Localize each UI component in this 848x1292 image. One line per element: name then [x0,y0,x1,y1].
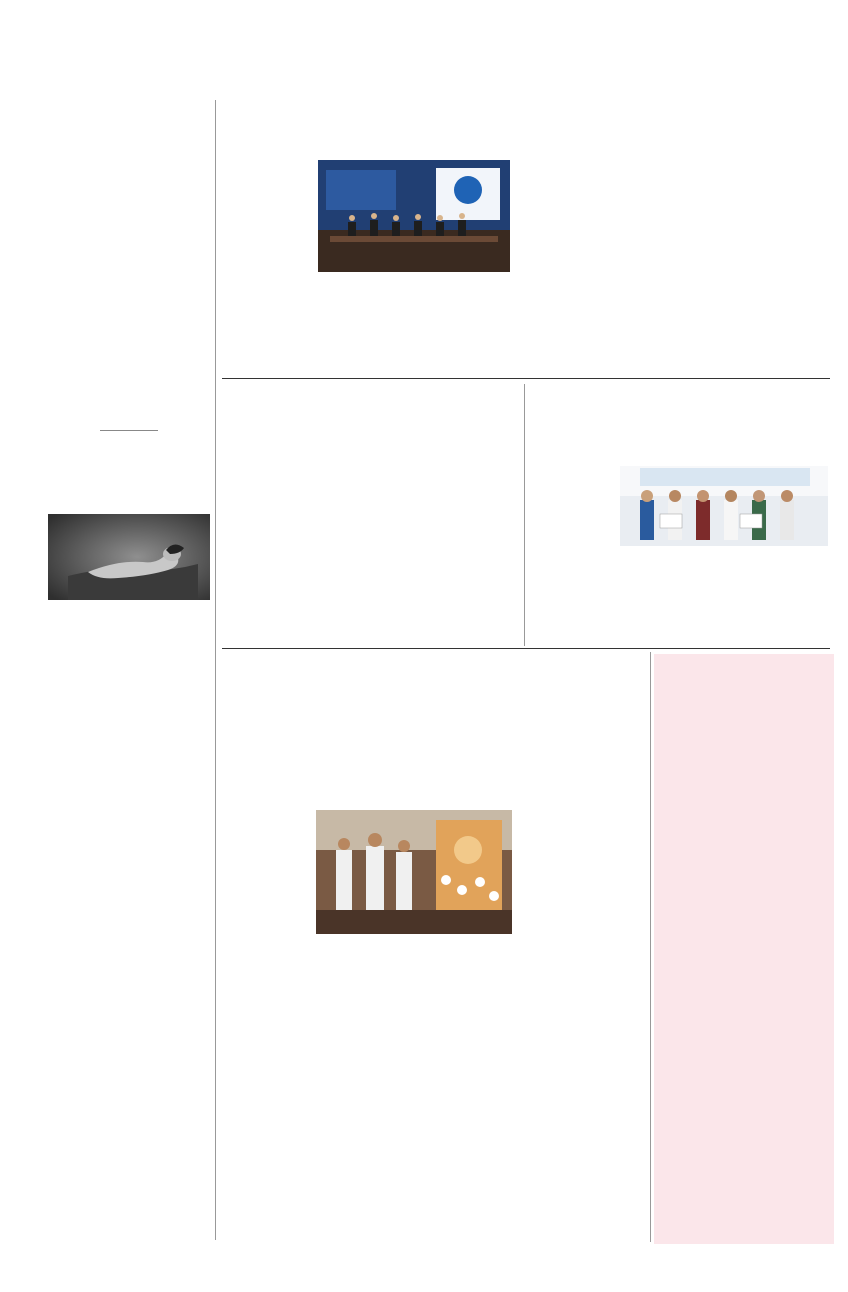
uae-box [654,654,834,1244]
mid-rule [222,648,830,649]
kota-photo [48,514,210,600]
suv-divider [100,430,158,431]
gadkari-body-2 [514,160,830,388]
summit-stage-icon [318,160,510,272]
kota-body [48,606,210,1240]
gadkari-bottom-rule [222,378,830,379]
reclining-person-icon [48,514,210,600]
jan-photo [620,466,828,546]
msme-jan-divider [524,384,525,646]
mandaviya-uae-divider [650,652,651,1242]
mandaviya-body-2 [316,936,646,1242]
mandaviya-photo [316,810,512,934]
ceremony-photo-icon [316,810,512,934]
group-photo-icon [620,466,828,546]
msme-body [222,450,520,646]
left-column-divider [215,100,216,1240]
uae-body [662,774,826,1238]
gadkari-body-1-cont [318,276,510,388]
gadkari-photo [318,160,510,272]
suv-body [48,200,208,422]
masthead [655,45,833,87]
